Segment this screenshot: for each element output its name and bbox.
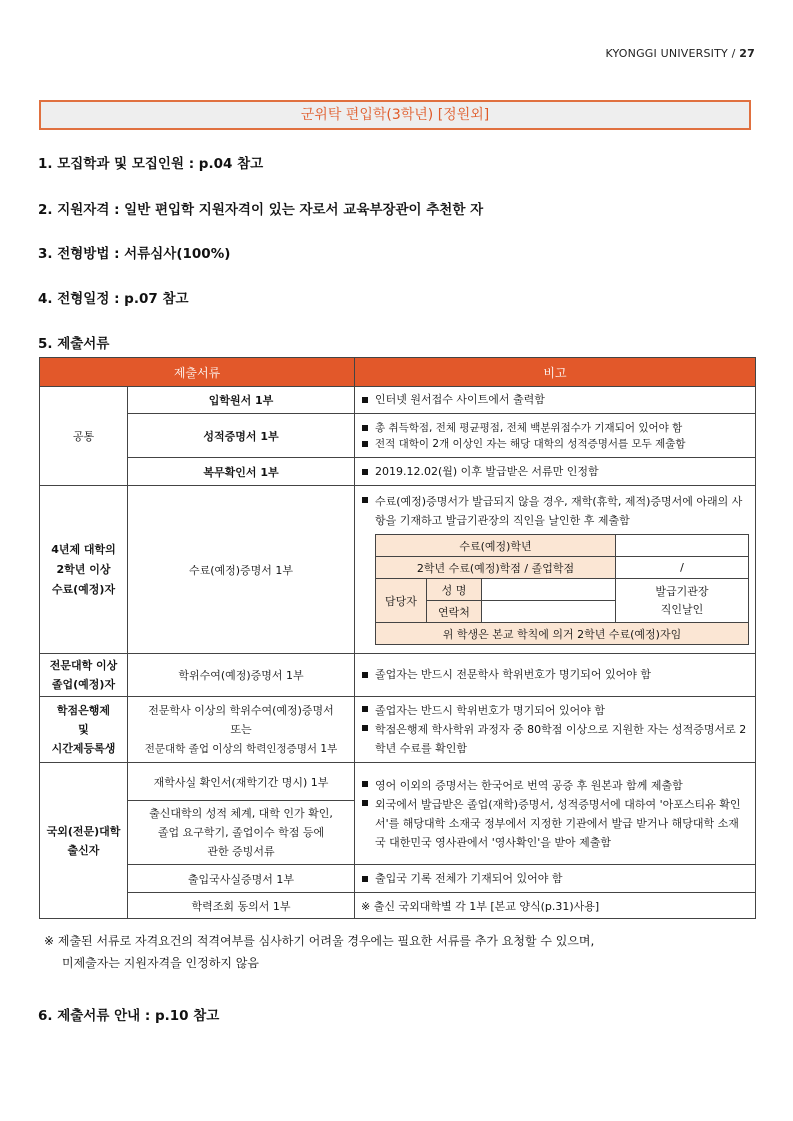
form-grade-value [616, 535, 749, 557]
page-number: 27 [739, 47, 755, 60]
remarks-cell [355, 387, 756, 414]
remarks-cell [355, 414, 756, 458]
doc-credit-cert [128, 697, 355, 763]
table-row [40, 893, 756, 919]
page-header [605, 47, 755, 60]
category-fouryear [40, 486, 128, 654]
form-name-value [482, 579, 616, 601]
table-row [40, 697, 756, 763]
category-line: 2학년 이상 [56, 562, 111, 576]
form-footer: 위 학생은 본교 학칙에 의거 2학년 수료(예정)자임 [376, 623, 749, 645]
header-documents: 제출서류 [40, 358, 355, 387]
item-3: 3. 전형방법 : 서류심사(100%) [38, 246, 231, 262]
category-foreign [40, 763, 128, 919]
doc-line: 출신대학의 성적 체계, 대학 인가 확인, [149, 807, 333, 820]
doc-line: 전문학사 이상의 학위수여(예정)증명서 [148, 703, 334, 717]
form-contact-label: 연락처 [427, 601, 482, 623]
documents-table [39, 357, 756, 919]
category-line: 전문대학 이상 [49, 659, 118, 672]
note: 인터넷 원서접수 사이트에서 출력함 [361, 392, 749, 408]
doc-line: 전문대학 졸업 이상의 학력인정증명서 1부 [144, 742, 338, 755]
header-remarks: 비고 [355, 358, 756, 387]
header-separator: / [731, 47, 736, 60]
category-line: 국외(전문)대학 [46, 824, 121, 838]
note: 학점은행제 학사학위 과정자 중 80학점 이상으로 지원한 자는 성적증명서로 2학년 수료를 확인함 [361, 720, 749, 758]
doc-immigration-cert: 출입국사실증명서 1부 [128, 865, 355, 893]
table-row [40, 387, 756, 414]
category-line: 시간제등록생 [51, 742, 116, 755]
doc-completion-cert: 수료(예정)증명서 1부 [128, 486, 355, 654]
table-header-row [40, 358, 756, 387]
form-contact-value [482, 601, 616, 623]
note: 출입국 기록 전체가 기재되어 있어야 함 [361, 871, 749, 887]
stamp-line: 직인날인 [660, 602, 704, 616]
item-1: 1. 모집학과 및 모집인원 : p.04 참고 [38, 156, 264, 172]
form-credit-value: / [616, 557, 749, 579]
item-5: 5. 제출서류 [38, 336, 110, 352]
doc-application: 입학원서 1부 [128, 387, 355, 414]
note: 외국에서 발급받은 졸업(재학)증명서, 성적증명서에 대하여 '아포스티유 확인서'를 해당대학 소재국 정부에서 지정한 기관에서 발급 받거나 해당대학 소재국 대한민국 영사관에서 '영사확인'을 받아 제출함 [361, 795, 749, 852]
table-row [40, 865, 756, 893]
form-name-label: 성 명 [427, 579, 482, 601]
category-line: 학점은행제 [56, 704, 111, 717]
doc-line: 졸업 요구학기, 졸업이수 학점 등에 [157, 826, 325, 839]
bottom-note-line: ※ 제출된 서류로 자격요건의 적격여부를 심사하기 어려울 경우에는 필요한 서류를 추가 요청할 수 있으며, [44, 934, 595, 948]
note: 총 취득학점, 전체 평균평점, 전체 백분위점수가 기재되어 있어야 함 [361, 420, 749, 436]
category-credit [40, 697, 128, 763]
doc-consent-form: 학력조회 동의서 1부 [128, 893, 355, 919]
form-person-label: 담당자 [376, 579, 427, 623]
remarks-cell [355, 763, 756, 865]
doc-enrollment-cert: 재학사실 확인서(재학기간 명시) 1부 [128, 763, 355, 801]
item-2: 2. 지원자격 : 일반 편입학 지원자격이 있는 자로서 교육부장관이 추천한 자 [38, 202, 484, 218]
note: 수료(예정)증명서가 발급되지 않을 경우, 재학(휴학, 제적)증명서에 아래의 사항을 기재하고 발급기관장의 직인을 날인한 후 제출함 [361, 492, 749, 530]
doc-transcript: 성적증명서 1부 [128, 414, 355, 458]
stamp-line: 발급기관장 [655, 584, 709, 598]
category-line: 수료(예정)자 [51, 582, 116, 596]
bottom-note-line: 미제출자는 지원자격을 인정하지 않음 [62, 956, 259, 970]
table-row [40, 654, 756, 697]
note: 졸업자는 반드시 전문학사 학위번호가 명기되어 있어야 함 [361, 667, 749, 683]
bottom-note [44, 930, 594, 974]
note: 졸업자는 반드시 학위번호가 명기되어 있어야 함 [361, 701, 749, 720]
table-row [40, 763, 756, 801]
table-row [40, 414, 756, 458]
remarks-cell [355, 697, 756, 763]
category-line: 졸업(예정)자 [51, 678, 116, 691]
form-credit-label: 2학년 수료(예정)학점 / 졸업학점 [376, 557, 616, 579]
form-grade-label: 수료(예정)학년 [376, 535, 616, 557]
remarks-cell [355, 458, 756, 486]
note: 영어 이외의 증명서는 한국어로 번역 공증 후 원본과 함께 제출함 [361, 776, 749, 795]
category-line: 출신자 [67, 843, 100, 857]
doc-degree-cert: 학위수여(예정)증명서 1부 [128, 654, 355, 697]
note: 전적 대학이 2개 이상인 자는 해당 대학의 성적증명서를 모두 제출함 [361, 436, 749, 452]
item-4: 4. 전형일정 : p.07 참고 [38, 291, 189, 307]
table-row [40, 486, 756, 654]
completion-form [375, 534, 749, 645]
item-6: 6. 제출서류 안내 : p.10 참고 [38, 1008, 220, 1024]
university-name: KYONGGI UNIVERSITY [605, 47, 728, 60]
section-title: 군위탁 편입학(3학년) [정원외] [39, 100, 751, 130]
doc-line: 또는 [230, 722, 252, 736]
table-row [40, 458, 756, 486]
note: 2019.12.02(월) 이후 발급받은 서류만 인정함 [361, 464, 749, 480]
remarks-cell [355, 865, 756, 893]
category-common: 공통 [40, 387, 128, 486]
category-college [40, 654, 128, 697]
doc-service-cert: 복무확인서 1부 [128, 458, 355, 486]
form-stamp [616, 579, 749, 623]
doc-line: 관한 증빙서류 [207, 845, 275, 858]
doc-university-proof [128, 801, 355, 865]
category-line: 4년제 대학의 [51, 542, 116, 556]
remarks-cell: ※ 출신 국외대학별 각 1부 [본교 양식(p.31)사용] [355, 893, 756, 919]
remarks-cell [355, 654, 756, 697]
category-line: 및 [78, 723, 89, 736]
remarks-cell [355, 486, 756, 654]
